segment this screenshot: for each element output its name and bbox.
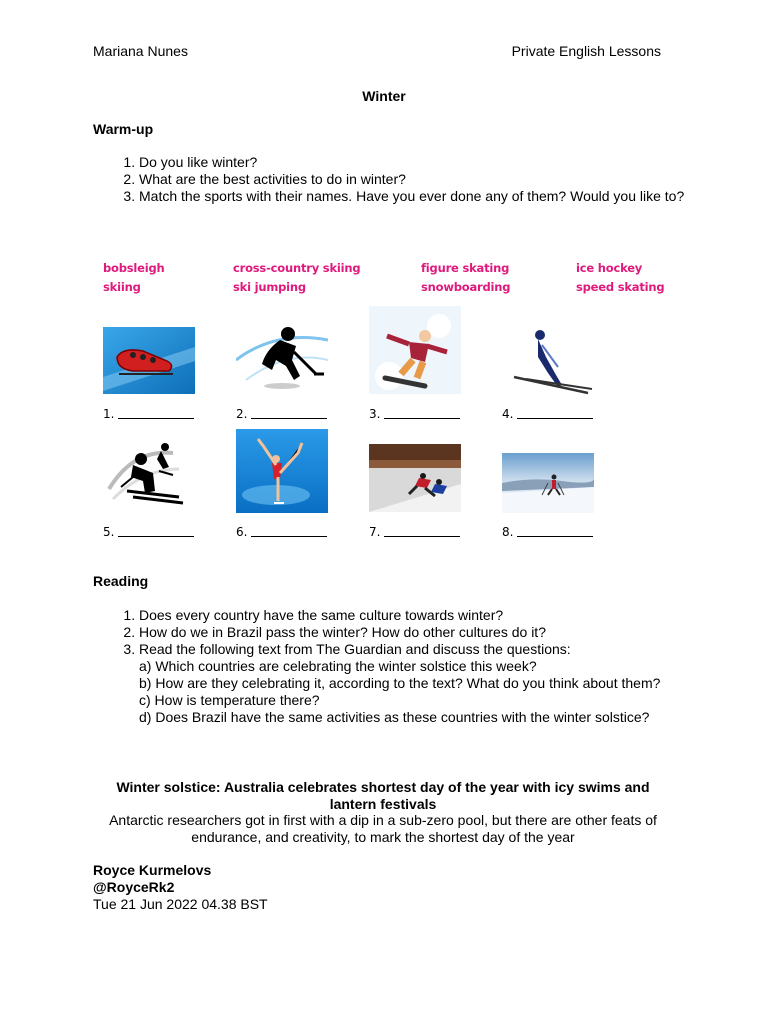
- reading-heading: Reading: [93, 573, 149, 589]
- blank-number: 3.: [369, 407, 381, 421]
- blank-number: 2.: [236, 407, 248, 421]
- vocab-word: ice hockey: [576, 261, 643, 275]
- list-item: 1. Do you like winter?: [139, 154, 719, 171]
- vocab-word: skiing: [103, 280, 141, 294]
- article-author: Royce Kurmelovs: [93, 862, 212, 878]
- page-title: Winter: [362, 88, 406, 104]
- sub-question: c) How is temperature there?: [139, 692, 320, 708]
- answer-blank[interactable]: [103, 525, 194, 539]
- vocab-word: figure skating: [421, 261, 510, 275]
- cross-country-skiing-icon: [502, 453, 594, 513]
- blank-number: 7.: [369, 525, 381, 539]
- vocab-word: speed skating: [576, 280, 665, 294]
- ski-jumping-icon: [502, 327, 594, 395]
- speed-skating-icon: [369, 444, 461, 512]
- answer-blank[interactable]: [236, 407, 327, 421]
- list-item: 1. Does every country have the same culture towards winter?: [139, 607, 719, 624]
- list-item: 3. Match the sports with their names. Have you ever done any of them? Would you like to?: [139, 188, 719, 205]
- blank-number: 6.: [236, 525, 248, 539]
- answer-blank[interactable]: [369, 407, 460, 421]
- blank-number: 5.: [103, 525, 115, 539]
- list-item: 2. How do we in Brazil pass the winter? How do other cultures do it?: [139, 624, 719, 641]
- list-item: [139, 641, 719, 726]
- answer-blank[interactable]: [502, 407, 593, 421]
- answer-blank[interactable]: [236, 525, 327, 539]
- reading-list: [93, 607, 719, 726]
- list-item-text: 3. Read the following text from The Guardian and discuss the questions:: [139, 641, 571, 657]
- header-org: Private English Lessons: [511, 43, 661, 59]
- author-handle[interactable]: @RoyceRk2: [93, 879, 175, 895]
- sub-question: b) How are they celebrating it, according to the text? What do you think about them?: [139, 675, 661, 691]
- list-item: 2. What are the best activities to do in winter?: [139, 171, 719, 188]
- sub-question: d) Does Brazil have the same activities as these countries with the winter solstice?: [139, 709, 650, 725]
- vocab-word: cross-country skiing: [233, 261, 361, 275]
- blank-number: 8.: [502, 525, 514, 539]
- vocab-word: snowboarding: [421, 280, 511, 294]
- warmup-heading: Warm-up: [93, 121, 154, 137]
- answer-blank[interactable]: [369, 525, 460, 539]
- sub-question: a) Which countries are celebrating the winter solstice this week?: [139, 658, 537, 674]
- bobsleigh-icon: [103, 327, 195, 394]
- article-date: Tue 21 Jun 2022 04.38 BST: [93, 896, 268, 912]
- snowboarding-icon: [369, 306, 461, 394]
- author-name: Mariana Nunes: [93, 43, 188, 59]
- blank-number: 1.: [103, 407, 115, 421]
- answer-blank[interactable]: [103, 407, 194, 421]
- vocab-word: ski jumping: [233, 280, 306, 294]
- blank-number: 4.: [502, 407, 514, 421]
- article-standfirst: Antarctic researchers got in first with a dip in a sub-zero pool, but there are other feats of endurance, and creativity, to mark the shortest day of the year: [109, 812, 657, 845]
- vocab-word: bobsleigh: [103, 261, 165, 275]
- ice-hockey-icon: [236, 320, 328, 395]
- warmup-list: [93, 154, 719, 205]
- answer-blank[interactable]: [502, 525, 593, 539]
- article-title: Winter solstice: Australia celebrates shortest day of the year with icy swims and lantern festivals: [116, 779, 650, 812]
- skiing-icon: [103, 439, 195, 515]
- figure-skating-icon: [236, 429, 328, 513]
